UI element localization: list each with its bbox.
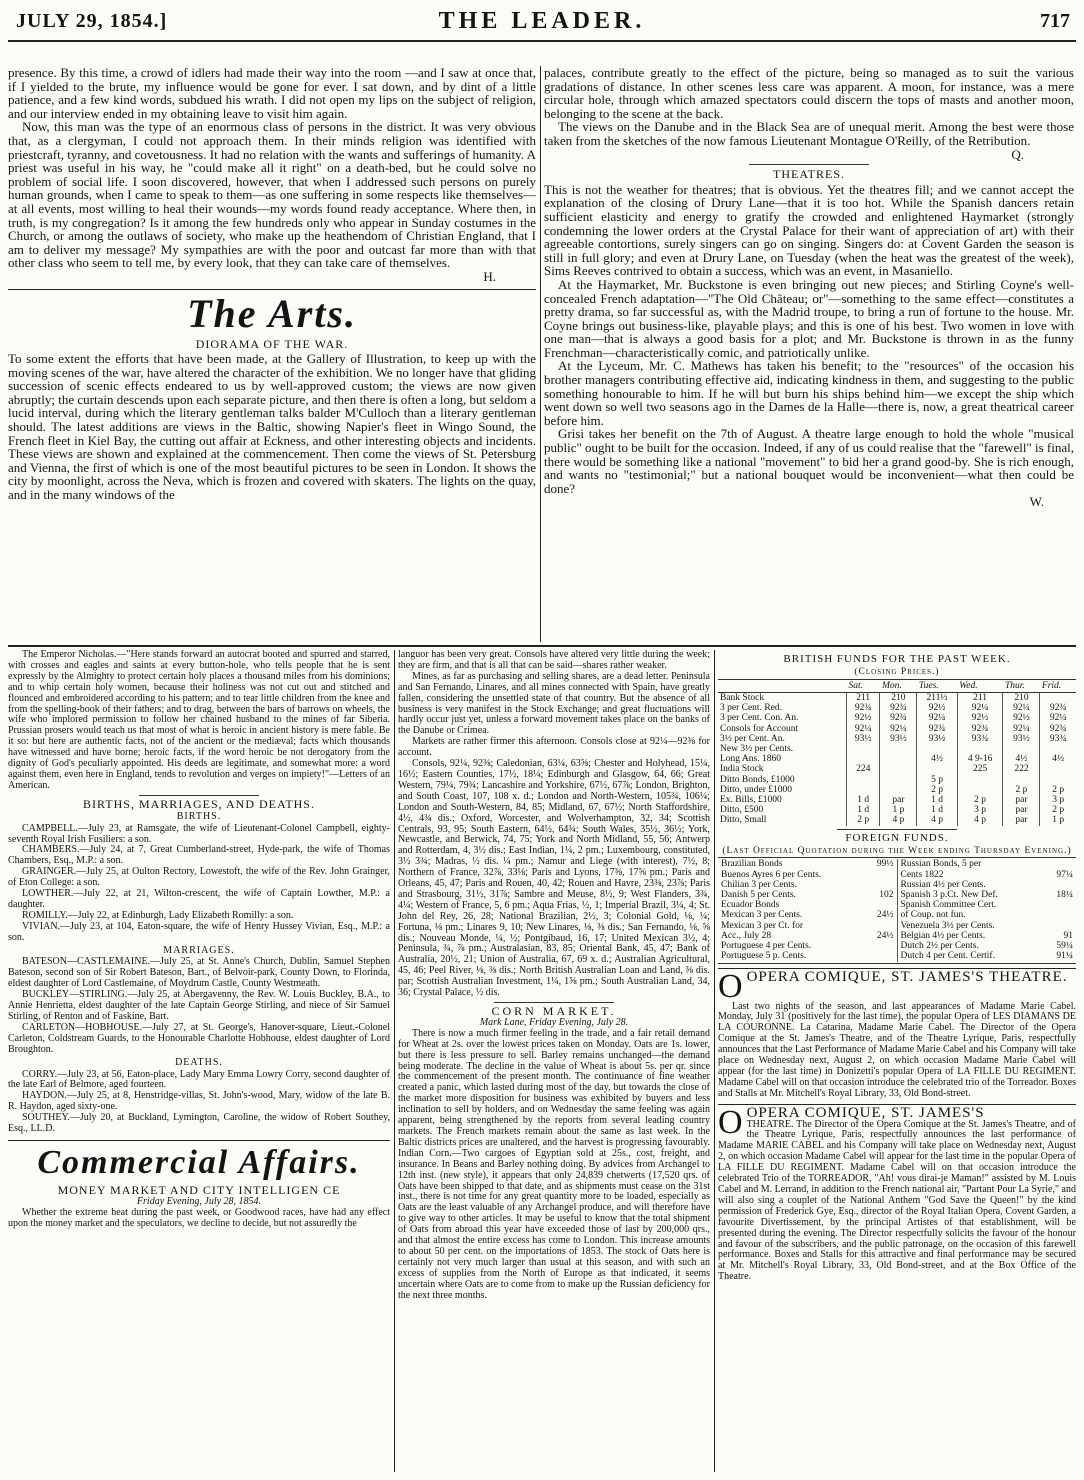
advertisement-title: OPERA COMIQUE, ST. JAMES'S bbox=[746, 1104, 985, 1121]
table-cell: 2 p bbox=[957, 795, 1003, 805]
table-row bbox=[718, 734, 1076, 744]
paragraph: palaces, contribute greatly to the effect of the picture, being so managed as to suit the various gradations of distance. In other scenes less care was apparent. A moon, for instance, was a mere circular hole, through which amazed spectators could discern the tops of masts and another moon, belonging to the scene at the back. bbox=[544, 66, 1074, 121]
column-divider bbox=[540, 66, 541, 642]
paragraph: Markets are rather firmer this afternoon. Consols close at 92¼—92⅜ for account. bbox=[398, 736, 710, 759]
table-cell bbox=[1040, 775, 1076, 785]
table-cell: 93½ bbox=[880, 734, 917, 744]
deaths-heading: DEATHS. bbox=[175, 1056, 223, 1068]
table-row bbox=[718, 744, 1076, 754]
table-row bbox=[718, 693, 1076, 704]
table-cell bbox=[1040, 744, 1076, 754]
table-cell: 211 bbox=[957, 693, 1003, 704]
table-cell: 3 per Cent. Red. bbox=[720, 703, 783, 714]
table-cell: Long Ans. 1860 bbox=[720, 754, 781, 765]
theatres-heading: THEATRES. bbox=[773, 167, 845, 182]
fund-name: Spanish 3 p.Ct. New Def. bbox=[900, 890, 998, 901]
fund-name: Buenos Ayres 6 per Cents. bbox=[721, 869, 822, 880]
column-header bbox=[718, 679, 846, 692]
fund-price: 91¼ bbox=[1056, 951, 1073, 962]
marriage-entry: BUCKLEY—STIRLING.—July 25, at Abergavenny, the Rev. W. Louis Buckley, B.A., to Annie Henrietta, eldest daughter of the late Captain George Stirling, and niece of Sir Samuel Stirling, of Renton and of Faskine, Bart. bbox=[8, 989, 390, 1022]
table-cell: 92¼ bbox=[917, 713, 957, 723]
birth-entry: LOWTHER.—July 22, at 21, Wilton-crescent, the wife of Captain Lowther, M.P.: a daughter. bbox=[8, 888, 390, 910]
column-divider bbox=[714, 650, 715, 1472]
table-row bbox=[718, 754, 1076, 764]
table-cell: 211 bbox=[846, 693, 880, 704]
column-header: Frid. bbox=[1040, 679, 1076, 692]
table-cell: 210 bbox=[880, 693, 917, 704]
table-cell bbox=[880, 775, 917, 785]
table-cell: 92½ bbox=[1003, 713, 1040, 723]
fund-row bbox=[721, 921, 894, 931]
british-funds-table bbox=[718, 679, 1076, 826]
table-row bbox=[718, 713, 1076, 723]
share-prices: Consols, 92¼, 92⅜; Caledonian, 63¼, 63⅝; Chester and Holyhead, 15¼, 16½; Eastern Counties, 17½, 18¼; Edinburgh and Glasgow, 64, 66; Great Western, 79¼, 79¾; Lancashire and Yorkshire, 67½, 67⅞; London, Brighton, and South Coast, 107, 108 x. d.; London and North-Western, 105¾, 106¼; London and South-Western, 84, 85; Midland, 67, 67½; North Staffordshire, 4½, 4¾ dis.; Oxford, Worcester, and Wolverhampton, 32, 34; Scottish Centrals, 93, 95; South Eastern, 64½, 64¾; South Wales, 35½, 36½; York, Newcastle, and Berwick, 74, 75; York and North Midland, 55, 56; Antwerp and Rotterdam, 4, 3½ dis.; East Indian, 1¼, 2 pm.; Luxembourg, constituted, 3½ 3¾; Madras, ½ dis. ¼ pm.; Namur and Liege (with interest), 7½, 8; Northern of France, 32⅞, 33⅛; Paris and Lyons, 17⅜, 17⅝ pm.; Paris and Orleans, 45, 47; Paris and Rouen, 40, 42; Rouen and Havre, 23⅜, 23⅞; Paris and Strasbourg, 31½, 31⅞; Sambre and Meuse, 8½, 9; West Flanders, 3¾, 4¼; Western of France, 5, 6 pm.; Aqua Frias, ½, 1; Imperial Brazil, 3¼, 4; St. John del Rey, 26, 28; National Brazilian, 2½, 3; Colonial Gold, ⅛, ¼; Fortuna, ⅛ pm.; Linares 9, 10; New Linares, ⅛, ⅜ dis.; San Fernando, ⅛, ⅝ dis.; Nouveau Monde, ¼, ½; Pontgibaud, 16, 17; United Mexican 3½, 4; Peninsula, ¾, ⅞ pm.; Australasian, 83, 85; Oriental Bank, 45, 47; Bank of Australia, 20½, 21; Union of Australia, 67, 69 x. d.; Australian Agricultural, 45, 46; Peel River, ⅛, ⅜ dis.; North British Australian Loan and Land, ⅜ dis. par; Scottish Australian Investment, 1¼, 1⅝ pm.; South Australian Land, 34, 36; Crystal Palace, ½ dis. bbox=[398, 758, 710, 999]
fund-name: of Coup. not fun. bbox=[900, 910, 966, 921]
fund-name: Mexican 3 per Ct. for bbox=[721, 920, 804, 931]
fund-row bbox=[721, 859, 894, 869]
foreign-funds-heading: FOREIGN FUNDS. bbox=[845, 831, 949, 844]
fund-name: Brazilian Bonds bbox=[721, 859, 783, 870]
table-cell: India Stock bbox=[720, 764, 764, 775]
table-cell: 211½ bbox=[917, 693, 957, 704]
table-cell: 2 p bbox=[1040, 805, 1076, 815]
table-cell: 92¼ bbox=[1003, 724, 1040, 734]
table-cell: 4 9-16 bbox=[957, 754, 1003, 764]
table-cell bbox=[1003, 744, 1040, 754]
table-cell bbox=[917, 764, 957, 774]
table-cell: 4 p bbox=[917, 815, 957, 825]
table-cell: Bank Stock bbox=[720, 693, 765, 704]
header-rule bbox=[8, 40, 1076, 42]
table-cell bbox=[846, 744, 880, 754]
british-funds-subheading: (Closing Prices.) bbox=[854, 666, 940, 677]
money-dateline: Friday Evening, July 28, 1854. bbox=[136, 1195, 262, 1207]
paragraph: Mines, as far as purchasing and selling shares, are a dead letter. Peninsula and San Fernando, Linares, and all mines connected with Spain, have greatly fallen, considering the unsettled state of that country. But the absence of all business is very manifest in the Stock Exchange; and great fluctuations will hardly occur just yet, unless a forward movement takes place on the banks of the Danube or Crimea. bbox=[398, 670, 710, 737]
table-cell: 92¼ bbox=[1003, 703, 1040, 713]
fund-name: Spanish Committee Cert. bbox=[900, 900, 997, 911]
fund-row bbox=[721, 870, 894, 880]
table-cell bbox=[880, 754, 917, 764]
table-cell: 1 d bbox=[917, 795, 957, 805]
fund-row bbox=[721, 900, 894, 910]
table-row bbox=[718, 795, 1076, 805]
table-cell: 4 p bbox=[880, 815, 917, 825]
fund-name: Acc., July 28 bbox=[721, 930, 772, 941]
table-cell: 2 p bbox=[1003, 785, 1040, 795]
fund-row bbox=[901, 921, 1074, 931]
money-market-heading: MONEY MARKET AND CITY INTELLIGEN CE bbox=[57, 1182, 341, 1197]
masthead: THE LEADER. bbox=[438, 8, 646, 34]
paragraph: Now, this man was the type of an enormous class of persons in the district. It was very obvious that, as a clergyman, I could not approach them. In their minds religion was identified with priestcraft, tyranny, and covetousness. It had no relation with the wants and sufferings of humanity. A priest was useful in his way, he "could make all it right" on a death-bed, but he could solve no problem of social life. I soon discovered, however, that when I addressed such persons on purely human grounds, when I came to speak to them—as one suffering in some respects like themselves—at all events, most willing to heal their wounds—my words found ready acceptance. Where then, in truth, is my congregation? Is it among the few hundreds only who appear in Sunday costumes in the Church, or among the outlaws of society, who make up the heathendom of Christian England, that I am to deliver my message? My sympathies are with the poor and outcast far more than with that other class who seem to tell me, by every look, that they can take care of themselves. bbox=[8, 119, 536, 271]
signature: W. bbox=[1029, 494, 1044, 510]
fund-name: Portuguese 4 per Cents. bbox=[721, 941, 812, 952]
table-cell bbox=[957, 744, 1003, 754]
table-cell: 1 p bbox=[1040, 815, 1076, 825]
table-cell: 93½ bbox=[1003, 734, 1040, 744]
table-cell: Ex. Bills, £1000 bbox=[720, 795, 782, 806]
foreign-funds-subheading: (Last Official Quotation during the Week ending Thursday Evening.) bbox=[722, 845, 1072, 856]
corn-market-heading: CORN MARKET. bbox=[491, 1004, 617, 1018]
fund-name: Venezuela 3½ per Cents. bbox=[900, 920, 995, 931]
page-header bbox=[10, 2, 1074, 38]
section-title-arts: The Arts. bbox=[187, 290, 357, 336]
fund-name: Dutch 2½ per Cents. bbox=[900, 941, 979, 952]
table-cell: 92½ bbox=[957, 713, 1003, 723]
table-row bbox=[718, 775, 1076, 785]
death-entry: SOUTHEY.—July 20, at Buckland, Lymington, Caroline, the widow of Robert Southey, Esq., LL.D. bbox=[8, 1112, 390, 1135]
birth-entry: GRAINGER.—July 25, at Oulton Rectory, Lowestoft, the wife of the Rev. John Grainger, of Eton College: a son. bbox=[8, 866, 390, 889]
column-divider bbox=[394, 650, 395, 1472]
table-cell: 92¼ bbox=[1040, 713, 1076, 723]
table-cell bbox=[880, 744, 917, 754]
births-heading: BIRTHS. bbox=[176, 810, 222, 822]
table-cell: 4½ bbox=[917, 754, 957, 764]
table-cell: par bbox=[1003, 815, 1040, 825]
marriage-entry: CARLETON—HOBHOUSE.—July 27, at St. George's, Hanover-square, Lieut.-Colonel Carleton, Coldstream Guards, to the Honourable Charlotte Hobhouse, eldest daughter of Lord Broughton. bbox=[8, 1021, 390, 1055]
fund-row bbox=[721, 931, 894, 941]
fund-name: Russian 4½ per Cents. bbox=[900, 879, 986, 890]
table-cell: 1 d bbox=[917, 805, 957, 815]
fund-name: Danish 5 per Cents. bbox=[721, 890, 796, 901]
issue-date: JULY 29, 1854.] bbox=[16, 10, 168, 32]
table-cell: 92½ bbox=[917, 703, 957, 713]
table-cell: 93¾ bbox=[1040, 734, 1076, 744]
fund-price: 99½ bbox=[876, 859, 894, 870]
table-cell bbox=[846, 775, 880, 785]
bottom-column-2 bbox=[398, 650, 710, 1472]
table-row bbox=[718, 703, 1076, 713]
column-header: Thur. bbox=[1003, 679, 1040, 692]
advertisement-heading: OOPERA COMIQUE, ST. JAMES'S THEATRE. bbox=[718, 967, 1068, 1005]
table-cell: Ditto Bonds, £1000 bbox=[720, 774, 795, 785]
table-cell: 92¾ bbox=[880, 713, 917, 723]
fund-row bbox=[901, 951, 1074, 961]
table-cell: 92¾ bbox=[957, 724, 1003, 734]
birth-entry: CAMPBELL.—July 23, at Ramsgate, the wife of Lieutenant-Colonel Campbell, eighty-seventh Royal Irish Fusiliers: a son. bbox=[8, 822, 390, 845]
fund-price: 18¼ bbox=[1056, 890, 1073, 901]
bottom-column-3 bbox=[718, 652, 1076, 1472]
death-entry: HAYDON.—July 25, at 8, Henstridge-villas, St. John's-wood, Mary, widow of the late B. R. Haydon, aged sixty-one. bbox=[8, 1090, 390, 1113]
emperor-extract: The Emperor Nicholas.—"Here stands forward an autocrat booted and spurred and starred, with crosses and eagles and saints at every button-hole, who tells people that he is sent expressly by the Almighty to protect certain holy places a thousand miles from his dominions; and to whip certain holy women, because their holiness was not cut out and stitched and flounced and embroidered according to his pattern; and to tear little children from the knee and from the spelling-book of their fathers; and to drag, between the bars of barrows on wheels, the wife who implored permission to follow her chained husband to the mines of far Siberia. Prussian prosers would teach us that most of what is heroic in ancient history is mere fable. Be it so: but here are authentic facts, not of the ancient or the mediæval; facts which thousands have witnessed and have borne; heroic facts, if the word heroic be not derogatory from the dignity of God's peculiarly appointed. His deeds are legitimate, and somewhat more: a word against them, even here in England, tends to revolution and verges on impiety!"—Letters of an American. bbox=[8, 650, 390, 791]
table-cell: 4½ bbox=[1003, 754, 1040, 764]
death-entry: CORRY.—July 23, at 56, Eaton-place, Lady Mary Emma Lowry Corry, second daughter of the late Earl of Belmore, aged fourteen. bbox=[8, 1068, 390, 1091]
paragraph: This is not the weather for theatres; that is obvious. Yet the theatres fill; and we cannot accept the explanation of the closing of Drury Lane—that it is too hot. While the Spanish dancers retain sufficient elasticity and energy to gratify the crowded and enlightened Haymarket (strongly condemning the lower orders at the Crystal Palace for their want of appreciation of art) with their agreeable contortions, surely singers can go on singing. Singers do: at Covent Garden the season is still in full glory; and even at Drury Lane, on Tuesday (when the heat was the greatest of the week), Sims Reeves contrived to obtain a success, which was an event, in Masaniello. bbox=[544, 181, 1074, 279]
table-cell: 93½ bbox=[917, 734, 957, 744]
fund-row bbox=[901, 859, 1074, 869]
table-cell: New 3½ per Cents. bbox=[720, 744, 794, 755]
fund-name: Russian Bonds, 5 per bbox=[900, 859, 982, 870]
fund-row bbox=[901, 900, 1074, 910]
paragraph: The views on the Danube and in the Black Sea are of unequal merit. Among the best were those taken from the sketches of the now famous Lieutenant Montague O'Reilly, of the Retribution. bbox=[544, 119, 1074, 148]
table-cell: 92¾ bbox=[917, 724, 957, 734]
fund-price: 91 bbox=[1063, 930, 1073, 941]
table-cell: par bbox=[1003, 795, 1040, 805]
bmd-heading: BIRTHS, MARRIAGES, AND DEATHS. bbox=[83, 796, 315, 811]
table-cell: 92¼ bbox=[957, 703, 1003, 713]
table-cell: par bbox=[880, 795, 917, 805]
table-cell: 92¾ bbox=[1040, 724, 1076, 734]
page-number: 717 bbox=[1040, 10, 1070, 32]
fund-row bbox=[901, 880, 1074, 890]
advertisement-heading: OOPERA COMIQUE, ST. JAMES'S bbox=[718, 1103, 985, 1141]
top-left-column bbox=[8, 66, 536, 642]
table-cell: 92¾ bbox=[846, 703, 880, 713]
fund-row bbox=[901, 890, 1074, 900]
table-cell: 4 p bbox=[957, 815, 1003, 825]
fund-name: Ecuador Bonds bbox=[721, 900, 780, 911]
fund-name: Belgian 4½ per Cents. bbox=[900, 930, 986, 941]
fund-price: 24½ bbox=[876, 930, 894, 941]
fund-name: Chilian 3 per Cents. bbox=[721, 879, 797, 890]
table-cell: 3½ per Cent. An. bbox=[720, 733, 785, 744]
table-cell: 4½ bbox=[1040, 754, 1076, 764]
table-cell: 5 p bbox=[917, 775, 957, 785]
table-cell bbox=[957, 785, 1003, 795]
table-cell: 92¼ bbox=[846, 724, 880, 734]
table-cell: 224 bbox=[846, 764, 880, 774]
table-cell: 3 p bbox=[1040, 795, 1076, 805]
fund-row bbox=[721, 951, 894, 961]
table-cell bbox=[1003, 775, 1040, 785]
table-cell bbox=[846, 785, 880, 795]
fund-price: 102 bbox=[879, 890, 894, 901]
table-cell bbox=[957, 775, 1003, 785]
table-cell bbox=[1040, 693, 1076, 704]
table-cell bbox=[880, 785, 917, 795]
birth-entry: CHAMBERS.—July 24, at 7, Great Cumberland-street, Hyde-park, the wife of Thomas Chambers, Esq., M.P.: a son. bbox=[8, 844, 390, 867]
top-right-column bbox=[544, 66, 1074, 642]
table-cell: 225 bbox=[957, 764, 1003, 774]
table-row bbox=[718, 724, 1076, 734]
table-cell bbox=[846, 754, 880, 764]
marriage-entry: BATESON—CASTLEMAINE.—July 25, at St. Anne's Church, Dublin, Samuel Stephen Bateson, second son of Sir Robert Bateson, Bart., of Belvoir-park, County Down, to Florinda, eldest daughter of Lord Castlemaine, of Moydrum Castle, County Westmeath. bbox=[8, 956, 390, 990]
bottom-column-1 bbox=[8, 650, 390, 1472]
table-cell: 210 bbox=[1003, 693, 1040, 704]
fund-price: 97¼ bbox=[1056, 869, 1073, 880]
fund-row bbox=[901, 870, 1074, 880]
fund-row bbox=[721, 941, 894, 951]
paragraph: At the Lyceum, Mr. C. Mathews has taken his benefit; to the "resources" of the occasion his brother managers contributing effective aid, indicating kindness in them, and suggesting to the public something honourable to him. If he will but burn his ships behind him—we except the ship which went down so well two seasons ago in the Dames de la Halle—there is, now, a great theatrical career before him. bbox=[544, 358, 1074, 428]
corn-text: There is now a much firmer feeling in the trade, and a fair retail demand for Wheat at 2s. over the lowest prices taken on Monday. Oats are 1s. lower, but there is less pressure to sell. Barley remains unchanged—the demand being moderate. The decline in the value of Wheat is about 5s. per qr. since the commencement of the present month. The continuance of fine weather created a panic, which lasted during most of the day, but towards the close of the market more disposition for business was exhibited by buyers and less inclination to sell by holders, and on Wednesday the same feeling was again apparent, being strengthened by the reports from several leading country markets. The French markets remain about the same as last week. In the Baltic districts prices are unaltered, and the harvest is progressing favourably. Indian Corn.—Two cargoes of Egyptian sold at 25s., cost, freight, and insurance. In Beans and Barley nothing doing. By advices from Archangel to 12th inst. (new style), it appears that only 24,839 chetwerts (17,520 qrs. of Oats have been shipped to that date, and as shipments must cease on the 31st inst., there is not time for any great quantity more to be loaded, especially as Oats are the least valuable of any Archangel produce, and will therefore have to give way to other articles. It may be useful to know that the total shipment of Oats from abroad this year have exceeded those of last by 200,000 qrs., and that almost the entire excess has come to London. This increase amounts to about 50 per cent. on the importations of 1853. The stock of Oats here is certainly not very much larger than usual at this season, and with such an excess of supplies from the North of Europe as that indicated, it seems uncertain where Oats are to come from to make up the Russian deficiency for the next three months. bbox=[398, 1027, 710, 1301]
table-cell bbox=[917, 744, 957, 754]
marriages-heading: MARRIAGES. bbox=[163, 944, 235, 956]
advertisement-title: OPERA COMIQUE, ST. JAMES'S THEATRE. bbox=[746, 968, 1068, 985]
table-cell: 93½ bbox=[846, 734, 880, 744]
fund-row bbox=[721, 910, 894, 920]
table-cell: 2 p bbox=[917, 785, 957, 795]
table-cell: 3 p bbox=[957, 805, 1003, 815]
fund-name: Dutch 4 per Cent. Certif. bbox=[900, 951, 995, 962]
table-cell: 2 p bbox=[1040, 785, 1076, 795]
table-cell bbox=[880, 764, 917, 774]
table-row bbox=[718, 785, 1076, 795]
column-header: Wed. bbox=[957, 679, 1003, 692]
table-cell: par bbox=[1003, 805, 1040, 815]
table-cell: 92¾ bbox=[880, 703, 917, 713]
table-cell: Ditto, £500 bbox=[720, 805, 764, 816]
birth-entry: ROMILLY.—July 22, at Edinburgh, Lady Elizabeth Romilly: a son. bbox=[22, 909, 294, 921]
table-cell: 92¼ bbox=[880, 724, 917, 734]
table-cell: 2 p bbox=[846, 815, 880, 825]
paragraph: Grisi takes her benefit on the 7th of August. A theatre large enough to hold the whole "musical public" ought to be built for the occasion. Indeed, if any of us could realise that the "farewell" is final, there would be something like a national "movement" to bid her a grand good-by. She is rich enough, and wants no "testimonial;" but a national bouquet would be inconvenient—what then could be done? bbox=[544, 426, 1074, 496]
fund-name: Mexican 3 per Cents. bbox=[721, 910, 803, 921]
table-row bbox=[718, 764, 1076, 774]
money-text: Whether the extreme heat during the past week, or Goodwood races, have had any effect upon the money market and the speculators, we decline to decide, but not assuredly the bbox=[8, 1206, 390, 1229]
diorama-text: To some extent the efforts that have been made, at the Gallery of Illustration, to keep up with the moving scenes of the war, have altered the character of the exhibition. We no longer have that gliding succession of scenic effects endeared to us by well-approved custom; the views are now given abruptly; the curtain descends upon each separate picture, and then there is often a long, but seldom a lucid interval, during which the literary gentleman talks balder M'Culloch than a literary gentleman should. The latest additions are views in the Baltic, showing Napier's fleet in Wingo Sound, the French fleet in Kiel Bay, the cutting out affair at Eckness, and other interesting objects and incidents. These views are shown and explained at the commencement. Then come the views of St. Petersburg and Vienna, the first of which is one of the most beautiful pictures to be seen in London. It shows the city by moonlight, across the Neva, which is frozen and covered with skaters. The lights on the quay, and in the many windows of the bbox=[8, 351, 536, 503]
fund-row bbox=[721, 890, 894, 900]
table-cell: 1 p bbox=[880, 805, 917, 815]
column-header: Mon. bbox=[880, 679, 917, 692]
fund-row bbox=[901, 941, 1074, 951]
paragraph: At the Haymarket, Mr. Buckstone is even bringing out new pieces; and Stirling Coyne's well-concealed French adaptation—"The Old Château; or"—something to the same effect—constitutes a pretty drama, so far successful as, with the Madrid troupe, to bring a run of fortune to the house. Mr. Coyne brings out business-like, playable plays; and this is one of his best. Two women in love with one man—that is always a good basis for a plot; and Mr. Buckstone is thrown in as the funny Frenchman—characteristically comic, and patriotically unlike. bbox=[544, 276, 1074, 360]
table-cell: Consols for Account bbox=[720, 723, 799, 734]
birth-entry: VIVIAN.—July 23, at 104, Eaton-square, the wife of Henry Hussey Vivian, Esq., M.P.: a son. bbox=[8, 920, 390, 943]
diorama-heading: DIORAMA OF THE WAR. bbox=[195, 336, 349, 351]
table-cell: 92¾ bbox=[1040, 703, 1076, 713]
british-funds-heading: BRITISH FUNDS FOR THE PAST WEEK. bbox=[783, 653, 1011, 665]
table-row bbox=[718, 815, 1076, 825]
signature: H. bbox=[483, 268, 496, 284]
signature: Q. bbox=[1011, 146, 1024, 162]
foreign-funds-table bbox=[718, 857, 1076, 963]
section-title-commercial: Commercial Affairs. bbox=[37, 1143, 361, 1181]
paragraph: languor has been very great. Consols have altered very little during the week; they are firm, and that is all that can be said—shares rather weaker. bbox=[398, 650, 710, 671]
fund-name: Portuguese 5 p. Cents. bbox=[721, 951, 807, 962]
table-cell: 1 d bbox=[846, 805, 880, 815]
table-cell: Ditto, under £1000 bbox=[720, 784, 793, 795]
table-cell: 222 bbox=[1003, 764, 1040, 774]
table-cell: 92½ bbox=[846, 713, 880, 723]
advertisement-text: THEATRE. The Director of the Opera Comique at the St. James's Theatre, and of the Theatre Lyrique, Paris, respectfully announces the last performance of Madame MARIE CABEL and his Company will take place on Wednesday next, August 2, on which occasion Madame Cabel will appear for the last time in the popular Opera of LA FILLE DU REGIMENT. Madame Cabel will on that occasion introduce the celebrated Trio of the TORREADOR, "Ah! vous dirai-je Maman!" assisted by M. Louis Cabel and M. Lerrand, in addition to the French national air, "Partant Pour La Syrie," and will also sing a couplet of the National Anthem "God Save the Queen!" by the kind permission of Frederick Gye, Esq., director of the Royal Italian Opera, Covent Garden, a favourite Divertissement, by the principal Artistes of that establishment, will be presented during the evening. The Director respectfully solicits the favour of the honour and favour of the subscribers, and the public patronage, on the occasion of this farewell performance. Boxes and Stalls for this attractive and final performance may be secured at Mr. Mitchell's Royal Library, 33, Old Bond-street, and at the Box Office of the Theatre. bbox=[718, 1118, 1076, 1283]
table-cell: 93¾ bbox=[957, 734, 1003, 744]
column-header: Sat. bbox=[846, 679, 880, 692]
table-cell bbox=[1040, 764, 1076, 774]
fund-row bbox=[901, 910, 1074, 920]
table-cell: 3 per Cent. Con. An. bbox=[720, 713, 799, 724]
fund-name: Cents 1822 bbox=[900, 869, 944, 880]
fund-row bbox=[901, 931, 1074, 941]
fund-price: 59¼ bbox=[1056, 941, 1073, 952]
paragraph: presence. By this time, a crowd of idlers had made their way into the room —and I saw at once that, if I yielded to the brute, my influence would be gone for ever. I sat down, and by dint of a little patience, and a few kind words, subdued his wrath. I did not open my lips on the subject of religion, and our interview ended in my obtaining leave to visit him again. bbox=[8, 66, 536, 121]
section-rule bbox=[8, 645, 1076, 647]
table-cell: 1 d bbox=[846, 795, 880, 805]
table-cell: Ditto, Small bbox=[720, 815, 767, 826]
table-row bbox=[718, 805, 1076, 815]
corn-dateline: Mark Lane, Friday Evening, July 28. bbox=[479, 1016, 629, 1028]
advertisement-text: Last two nights of the season, and last appearances of Madame Marie Cabel. Monday, July 31 (positively for the last time), the popular Opera of LES DIAMANS DE LA COURONNE. La Catarina, Madame Marie Cabel. The Director of the Opera Comique at the St. James's Theatre, and of the Theatre Lyrique, Paris, respectfully announces that the Last Performance of Madame Marie Cabel and his Company will take place on Wednesday next, August 2, on which occasion Madame Marie Cabel will appear (for the last time) in Donizetti's popular Opera of LA FILLE DU REGIMENT. Madame Cabel will on that occasion introduce the celebrated trio of the Torreador. Boxes and Stalls at Mr. Mitchell's Royal Library, 33, Old Bond-street. bbox=[718, 1000, 1076, 1099]
fund-row bbox=[721, 880, 894, 890]
column-header: Tues. bbox=[917, 679, 957, 692]
fund-price: 24½ bbox=[876, 910, 894, 921]
